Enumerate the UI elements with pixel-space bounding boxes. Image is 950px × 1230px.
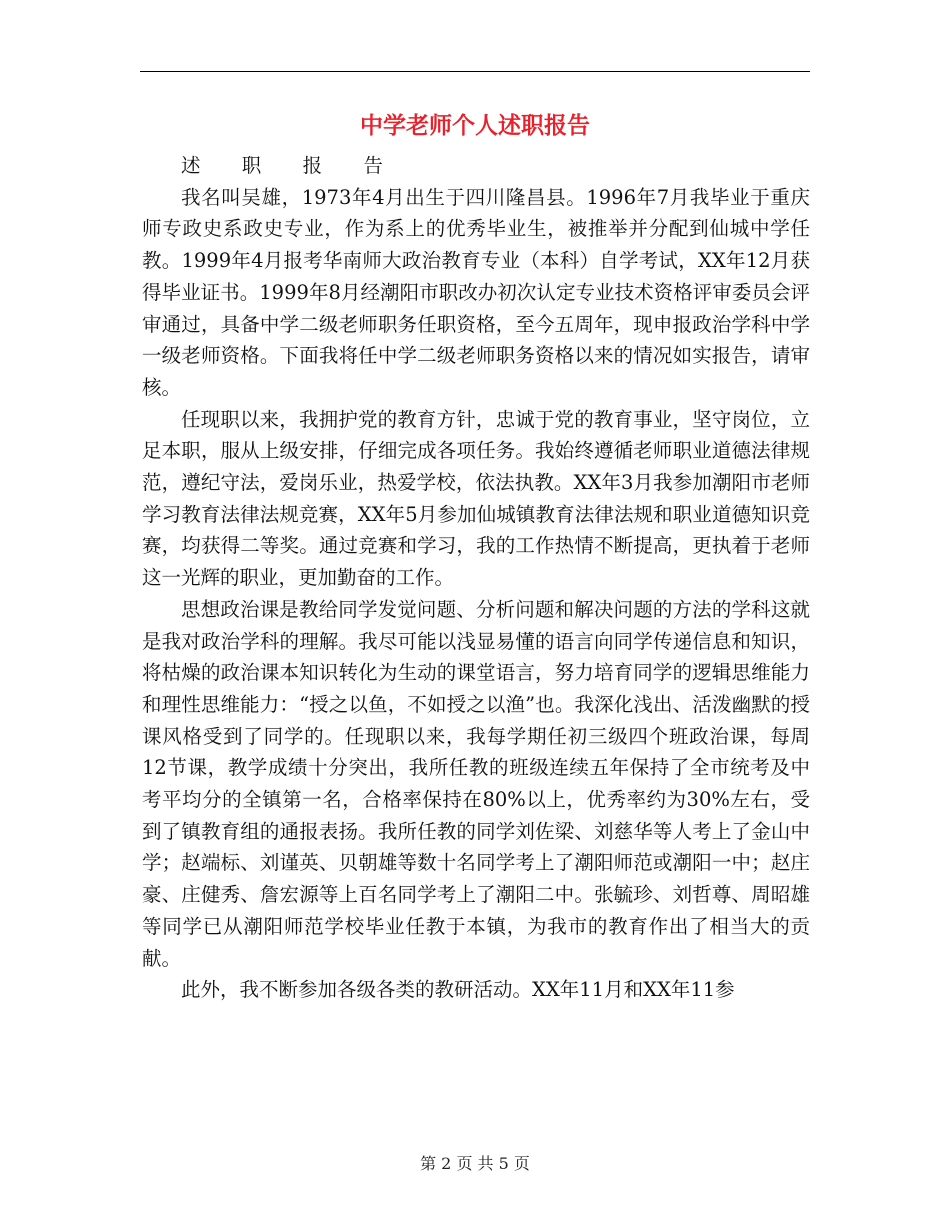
paragraph-2: 任现职以来，我拥护党的教育方针，忠诚于党的教育事业，坚守岗位，立足本职，服从上级安排，仔细完成各项任务。我始终遵循老师职业道德法律规范，遵纪守法，爱岗乐业，热爱学校，依法执教。XX年3月我参加潮阳市老师学习教育法律法规竞赛，XX年5月参加仙城镇教育法律法规和职业道德知识竞赛，均获得二等奖。通过竞赛和学习，我的工作热情不断提高，更执着于老师这一光辉的职业，更加勤奋的工作。 [142,407,810,590]
document-title: 中学老师个人述职报告 [360,112,590,139]
page-number-footer: 第 2 页 共 5 页 [420,1154,530,1173]
paragraph-4: 此外，我不断参加各级各类的教研活动。XX年11月和XX年11参 [181,978,735,1002]
subheading [142,150,810,182]
paragraph-1: 我名叫吴雄，1973年4月出生于四川隆昌县。1996年7月我毕业于重庆师专政史系政史专业，作为系上的优秀毕业生，被推举并分配到仙城中学任教。1999年4月报考华南师大政治教育专业（本科）自学考试，XX年12月获得毕业证书。1999年8月经潮阳市职改办初次认定专业技术资格评审委员会评审通过，具备中学二级老师职务任职资格，至今五周年，现申报政治学科中学一级老师资格。下面我将任中学二级老师职务资格以来的情况如实报告，请审核。 [142,185,810,399]
paragraph-3: 思想政治课是教给同学发觉问题、分析问题和解决问题的方法的学科这就是我对政治学科的理解。我尽可能以浅显易懂的语言向同学传递信息和知识，将枯燥的政治课本知识转化为生动的课堂语言，努力培育同学的逻辑思维能力和理性思维能力：“授之以鱼，不如授之以渔”也。我深化浅出、活泼幽默的授课风格受到了同学的。任现职以来，我每学期任初三级四个班政治课，每周12节课，教学成绩十分突出，我所任教的班级连续五年保持了全市统考及中考平均分的全镇第一名，合格率保持在80%以上，优秀率约为30%左右，受到了镇教育组的通报表扬。我所任教的同学刘佐梁、刘慈华等人考上了金山中学；赵端标、刘谨英、贝朝雄等数十名同学考上了潮阳师范或潮阳一中；赵庄豪、庄健秀、詹宏源等上百名同学考上了潮阳二中。张毓珍、刘哲尊、周昭雄等同学已从潮阳师范学校毕业任教于本镇，为我市的教育作出了相当大的贡献。 [142,597,810,970]
header-rule [140,71,810,72]
document-body [142,150,810,1006]
subheading-text: 述 职 报 告 [181,154,401,177]
